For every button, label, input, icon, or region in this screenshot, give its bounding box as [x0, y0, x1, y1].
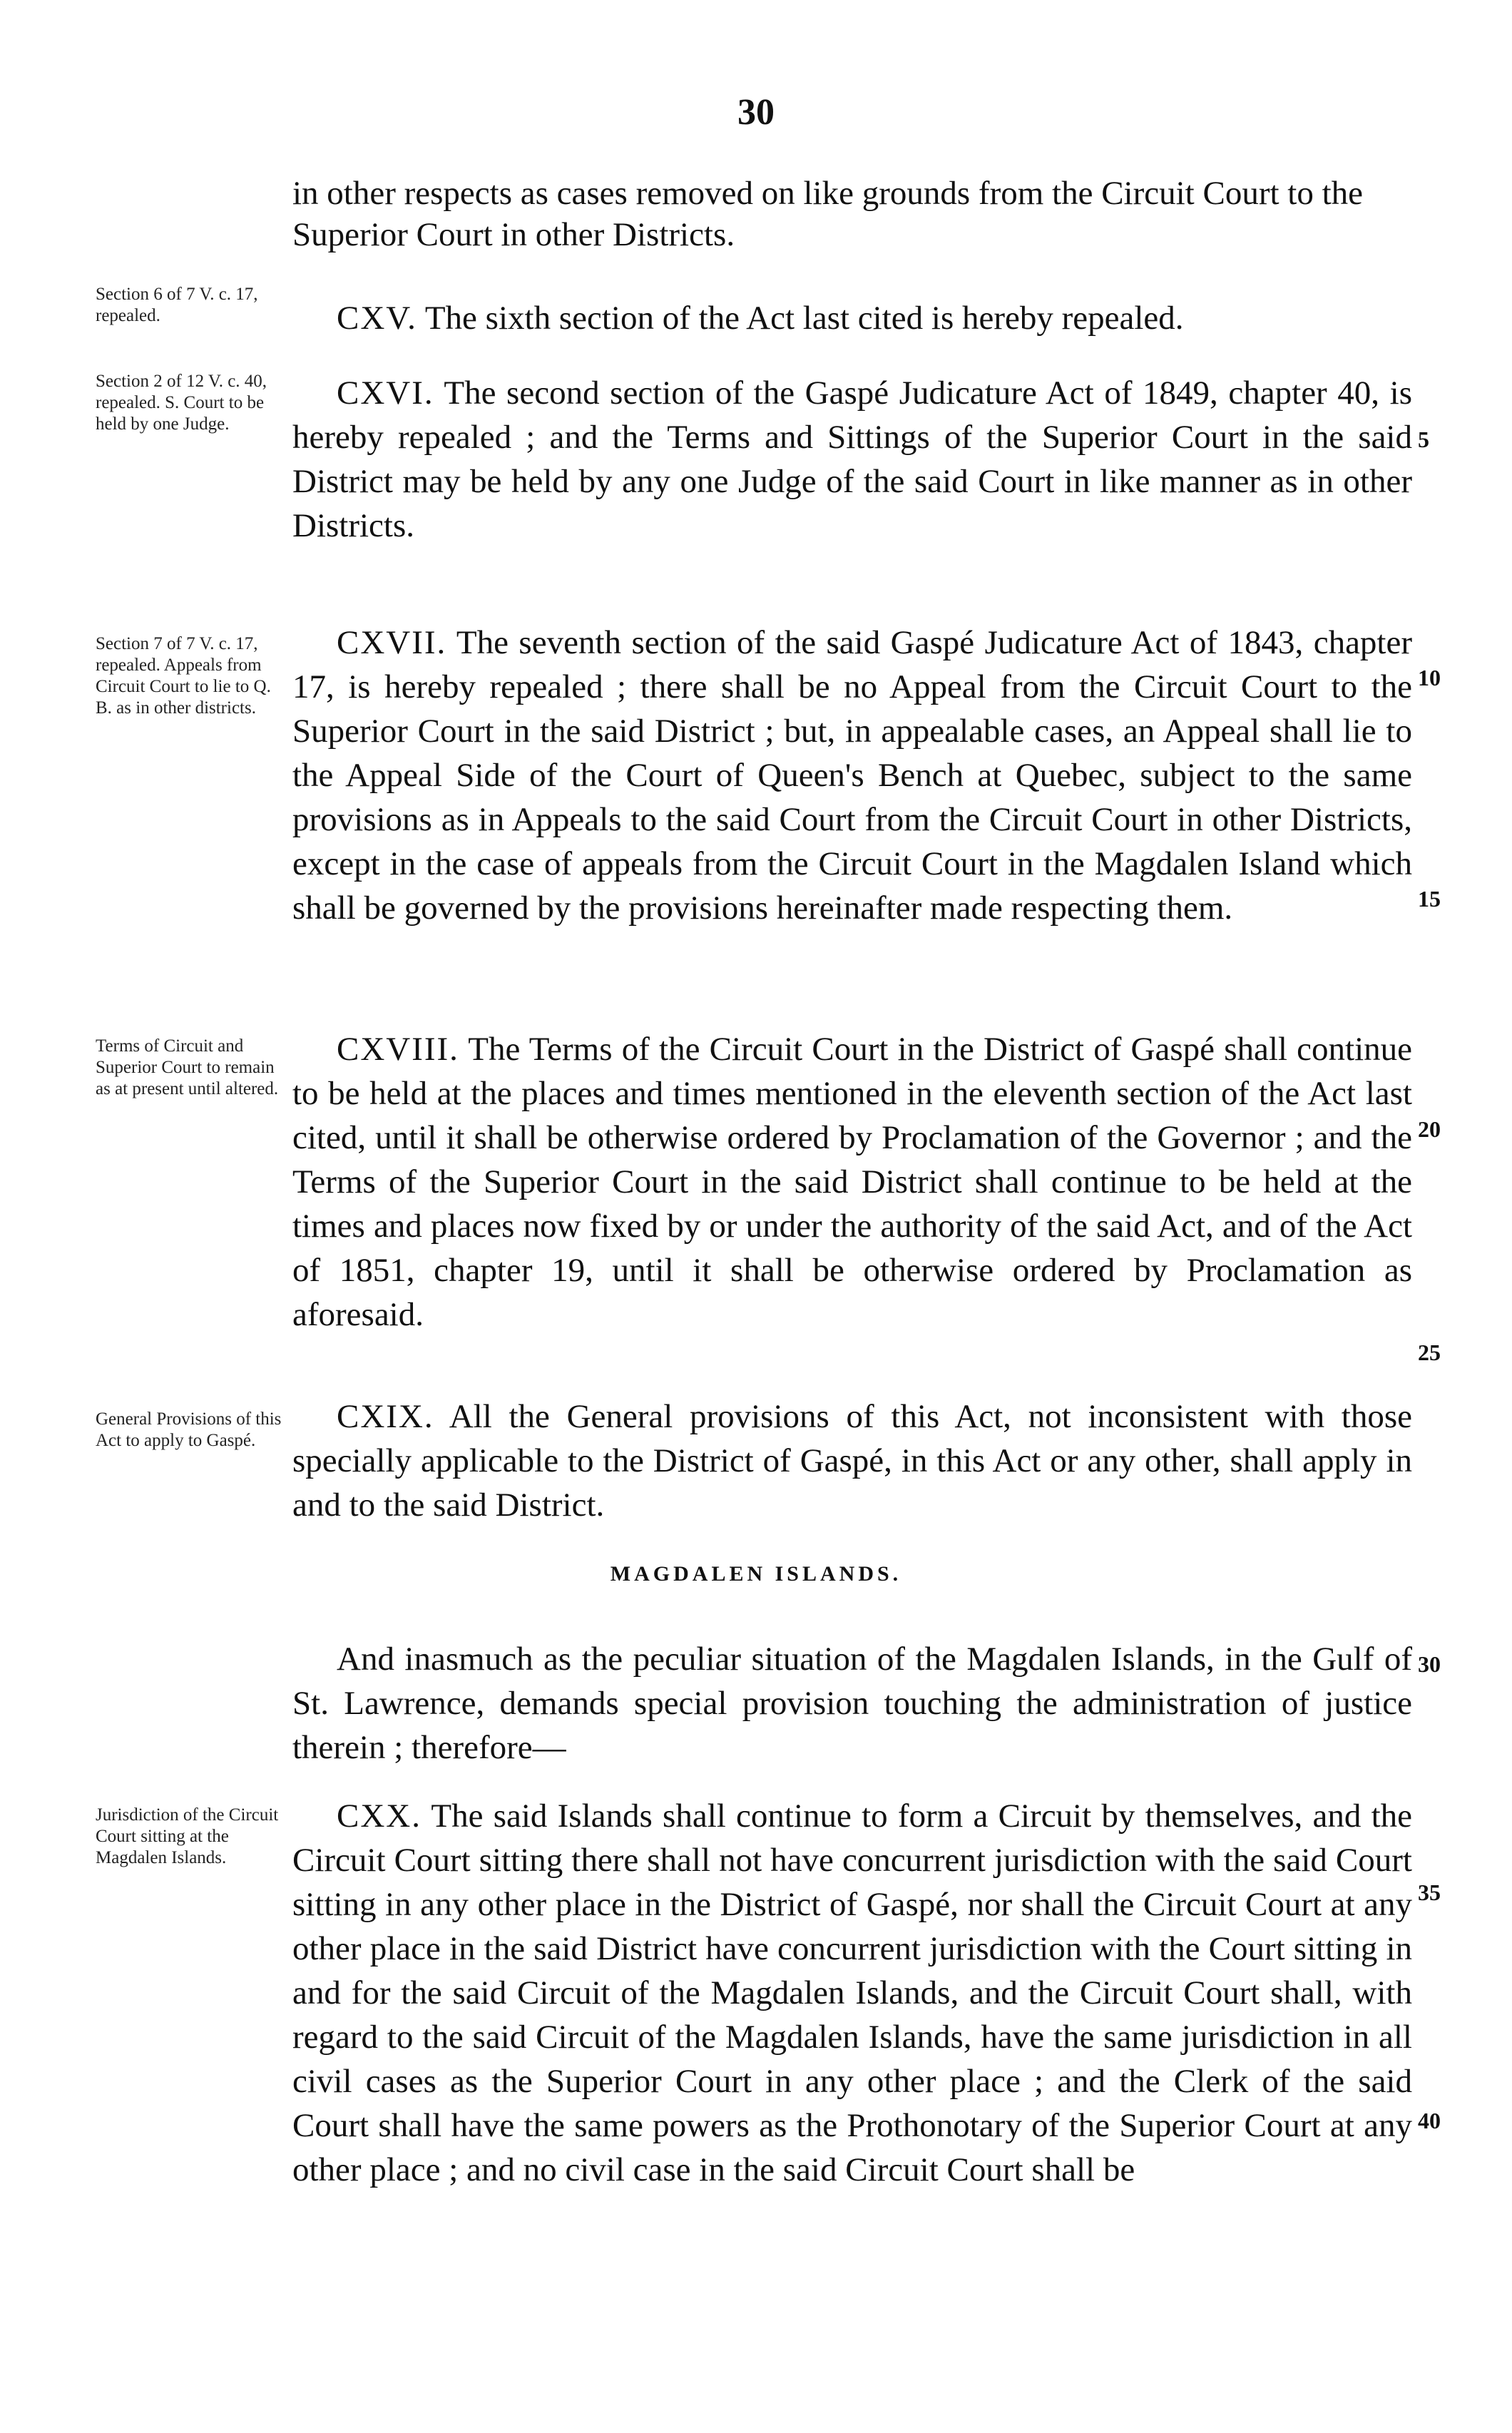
section-number: CXVIII.: [337, 1031, 459, 1068]
section-number: CXV.: [337, 300, 417, 337]
margin-note: General Provisions of this Act to apply to Gaspé.: [96, 1409, 282, 1450]
section-text: The sixth section of the Act last cited is hereby repealed.: [424, 300, 1184, 337]
line-number: 15: [1418, 886, 1441, 912]
section-number: CXVII.: [337, 624, 447, 661]
line-number: 25: [1418, 1340, 1441, 1365]
section-text: All the General provisions of this Act, not inconsistent with those specially applicable to the District of Gaspé, in this Act or any other, shall apply in and to the said District.: [292, 1398, 1412, 1524]
section-text: The said Islands shall continue to form a Circuit by themselves, and the Circuit Court sitting there shall not have concurrent jurisdiction with the said Court sitting in any other place in the District of Gaspé, nor shall the Circuit Court at any other place in the said District have concurrent jurisdiction with the Court sitting in and for the said Circuit of the Magdalen Islands, and the Circuit Court shall, with regard to the said Circuit of the Magdalen Islands, have the same jurisdiction in all civil cases as the Superior Court in any other place ; and the Clerk of the said Court shall have the same powers as the Prothonotary of the Superior Court at any other place ; and no civil case in the said Circuit Court shall be: [292, 1797, 1412, 2188]
line-number: 30: [1418, 1651, 1441, 1677]
line-number: 5: [1418, 427, 1429, 452]
section-cxvii: [292, 621, 1412, 930]
section-cxix: [292, 1394, 1412, 1527]
line-number: 35: [1418, 1879, 1441, 1905]
line-number: 40: [1418, 2108, 1441, 2133]
section-cxvi: [292, 371, 1412, 548]
margin-note: Jurisdiction of the Circuit Court sitting at the Magdalen Islands.: [96, 1805, 279, 1867]
section-text: The seventh section of the said Gaspé Judicature Act of 1843, chapter 17, is hereby repealed ; there shall be no Appeal from the Circuit Court to the Superior Court in the said District ; but, in appealable cases, an Appeal shall lie to the Appeal Side of the Court of Queen's Bench at Quebec, subject to the same provisions as in Appeals to the said Court from the Circuit Court in other Districts, except in the case of appeals from the Circuit Court in the Magdalen Island which shall be governed by the provisions hereinafter made respecting them.: [292, 624, 1412, 927]
section-cxv: [292, 296, 1412, 340]
margin-note: Section 6 of 7 V. c. 17, repealed.: [96, 285, 258, 325]
line-number: 20: [1418, 1116, 1441, 1142]
section-text: The Terms of the Circuit Court in the District of Gaspé shall continue to be held at the places and times mentioned in the eleventh section of the Act last cited, until it shall be otherwise ordered by Proclamation of the Governor ; and the Terms of the Superior Court in the said District shall continue to be held at the times and places now fixed by or under the authority of the said Act, and of the Act of 1851, chapter 19, until it shall be otherwise ordered by Proclamation as aforesaid.: [292, 1031, 1413, 1333]
section-number: CXIX.: [337, 1398, 434, 1435]
margin-note: Section 7 of 7 V. c. 17, repealed. Appeals from Circuit Court to lie to Q. B. as in other districts.: [96, 634, 271, 718]
margin-note: Section 2 of 12 V. c. 40, repealed. S. Court to be held by one Judge.: [96, 372, 267, 434]
section-heading: MAGDALEN ISLANDS.: [610, 1562, 902, 1586]
preamble: And inasmuch as the peculiar situation of the Magdalen Islands, in the Gulf of St. Lawrence, demands special provision touching the administration of justice therein ; therefore—: [292, 1641, 1412, 1766]
section-cxx: [292, 1794, 1412, 2192]
line-number: 10: [1418, 665, 1441, 690]
margin-note: Terms of Circuit and Superior Court to remain as at present until altered.: [96, 1036, 279, 1098]
section-text: The second section of the Gaspé Judicature Act of 1849, chapter 40, is hereby repealed ; and the Terms and Sittings of the Superior Court in the said District may be held by any one Judge of the said Court in like manner as in other Districts.: [292, 374, 1412, 544]
section-number: CXX.: [337, 1797, 422, 1835]
section-number: CXVI.: [337, 374, 434, 412]
section-cxviii: [292, 1027, 1412, 1337]
page-number: 30: [737, 92, 775, 133]
intro-text: in other respects as cases removed on like grounds from the Circuit Court to the Superior Court in other Districts.: [292, 175, 1364, 253]
